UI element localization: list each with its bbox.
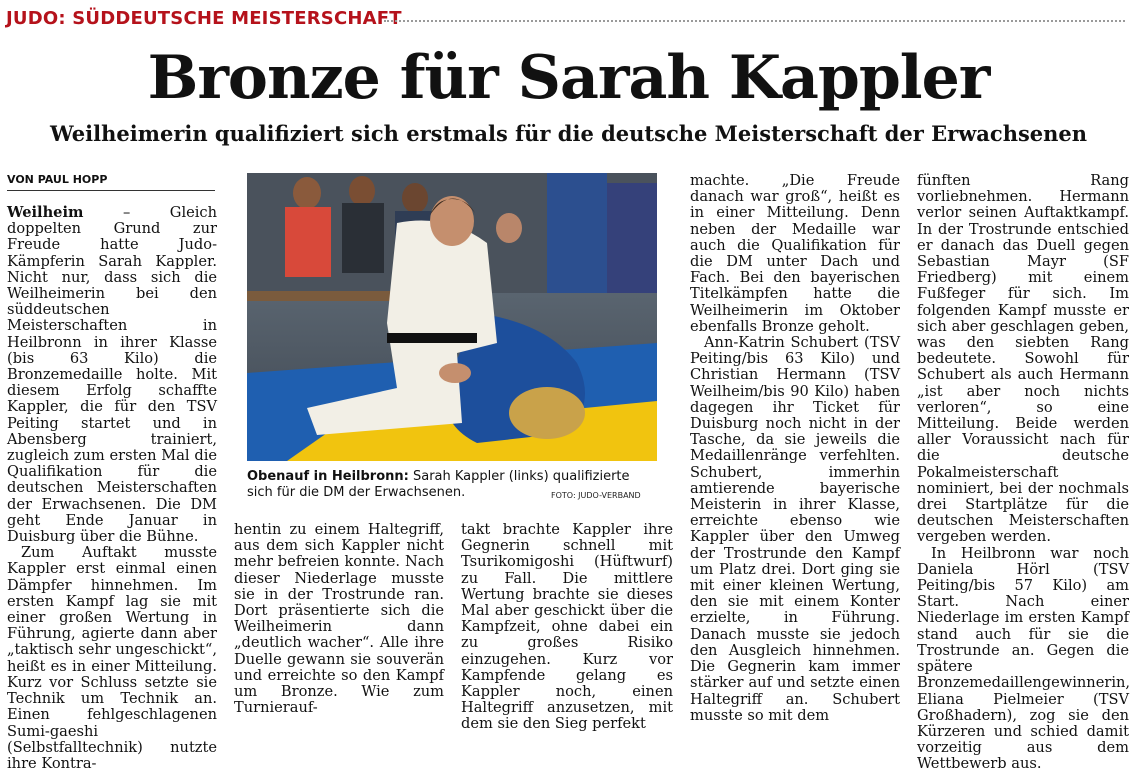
article-column-5: [917, 172, 1131, 773]
article-photo: [247, 173, 657, 461]
caption-text: Sarah Kappler (links) qualifizierte sich für die DM der Erwachsenen.: [247, 469, 630, 500]
paragraph: Zum Auftakt musste Kappler erst einmal einen Dämpfer hinnehmen. Im ersten Kampf lag sie mit einer großen Wertung in Führung, agierte dann aber „taktisch sehr ungeschickt“, heißt es in einer Mitteilung. Kurz vor Schluss setzte sie Technik um Technik an. Einen fehlgeschlagenen Sumi-gaeshi (Selbstfalltechnik) nutzte ihre Kontra-: [7, 544, 217, 772]
photo-credit: FOTO: JUDO-VERBAND: [551, 491, 641, 500]
caption-lead: Obenauf in Heilbronn:: [247, 469, 409, 484]
article-headline: Bronze für Sarah Kappler: [147, 43, 990, 113]
judo-photo-illustration: [247, 173, 657, 461]
paragraph: fünften Rang vorliebnehmen. Hermann verlor seinen Auftaktkampf. In der Trostrunde entschied er danach das Duell gegen Sebastian Mayr (SF Friedberg) mit einem Fußfeger für sich. Im folgenden Kampf musste er sich aber geschlagen geben, was den siebten Rang bedeutete. Sowohl für Schubert als auch Hermann „ist aber noch nichts verloren“, so eine Mitteilung. Beide werden aller Voraussicht nach für die deutsche Pokalmeisterschaft nominiert, bei der nochmals drei Startplätze für die deutschen Meisterschaften vergeben werden.: [917, 172, 1129, 546]
article-column-3: [461, 521, 673, 733]
paragraph: hentin zu einem Haltegriff, aus dem sich Kappler nicht mehr befreien konnte. Nach dieser Niederlage musste sie in der Trostrunde ran. Dort präsentierte sich die Weilheimerin dann „deutlich wacher“. Alle ihre Duelle gewann sie souverän und erreichte so den Kampf um Bronze. Wie zum Turnierauf-: [234, 521, 444, 717]
byline: VON PAUL HOPP: [7, 173, 215, 191]
lead-paragraph: Weilheim – Gleich doppelten Grund zur Freude hatte Judo-Kämpferin Sarah Kappler. Nicht nur, dass sich die Weilheimerin bei den süddeutschen Meisterschaften in Heilbronn in ihrer Klasse (bis 63 Kilo) die Bronzemedaille holte. Mit diesem Erfolg schaffte Kappler, die für den TSV Peiting startet und in Abensberg trainiert, zugleich zum ersten Mal die Qualifikation für die deutschen Meisterschaften der Erwachsenen. Die DM geht Ende Januar in Duisburg über die Bühne.: [7, 204, 217, 546]
section-rubric: JUDO: SÜDDEUTSCHE MEISTERSCHAFT: [6, 8, 402, 29]
article-column-4: [690, 173, 900, 723]
paragraph: machte. „Die Freude danach war groß“, heißt es in einer Mitteilung. Denn neben der Medaille war auch die Qualifikation für die DM unter Dach und Fach. Bei den bayerischen Titelkämpfen hatte die Weilheimerin im Oktober ebenfalls Bronze geholt.: [690, 172, 900, 335]
dateline: Weilheim: [7, 204, 84, 221]
article-column-2: [234, 522, 444, 722]
paragraph: Ann-Katrin Schubert (TSV Peiting/bis 63 Kilo) und Christian Hermann (TSV Weilheim/bis 90 Kilo) haben dagegen ihr Ticket für Duisburg noch nicht in der Tasche, da sie jeweils die Medaillenränge verfehlten. Schubert, immerhin amtierende bayerische Meisterin in ihrer Klasse, erreichte ebenso wie Kappler über den Umweg der Trostrunde den Kampf um Platz drei. Dort ging sie mit einer kleinen Wertung, den sie mit einem Konter erzielte, in Führung. Danach musste sie jedoch den Ausgleich hinnehmen. Die Gegnerin kam immer stärker auf und setzte einen Haltegriff an. Schubert musste so mit dem: [690, 334, 900, 724]
rubric-divider: [384, 20, 1125, 22]
paragraph: In Heilbronn war noch Daniela Hörl (TSV Peiting/bis 57 Kilo) am Start. Nach einer Niederlage im ersten Kampf stand auch für sie die Trostrunde an. Gegen die spätere Bronzemedaillengewinnerin, Eliana Pielmeier (TSV Großhadern), zog sie den Kürzeren und schied damit vorzeitig aus dem Wettbewerb aus.: [917, 544, 1131, 773]
article-subheadline: Weilheimerin qualifiziert sich erstmals für die deutsche Meisterschaft der Erwachsenen: [49, 121, 1088, 146]
article-column-1: [7, 204, 217, 772]
paragraph: takt brachte Kappler ihre Gegnerin schnell mit Tsurikomigoshi (Hüftwurf) zu Fall. Die mittlere Wertung brachte sie dieses Mal aber geschickt über die Kampfzeit, ohne dabei ein zu großes Risiko einzugehen. Kurz vor Kampfende gelang es Kappler noch, einen Haltegriff anzusetzen, mit dem sie den Sieg perfekt: [461, 521, 673, 733]
